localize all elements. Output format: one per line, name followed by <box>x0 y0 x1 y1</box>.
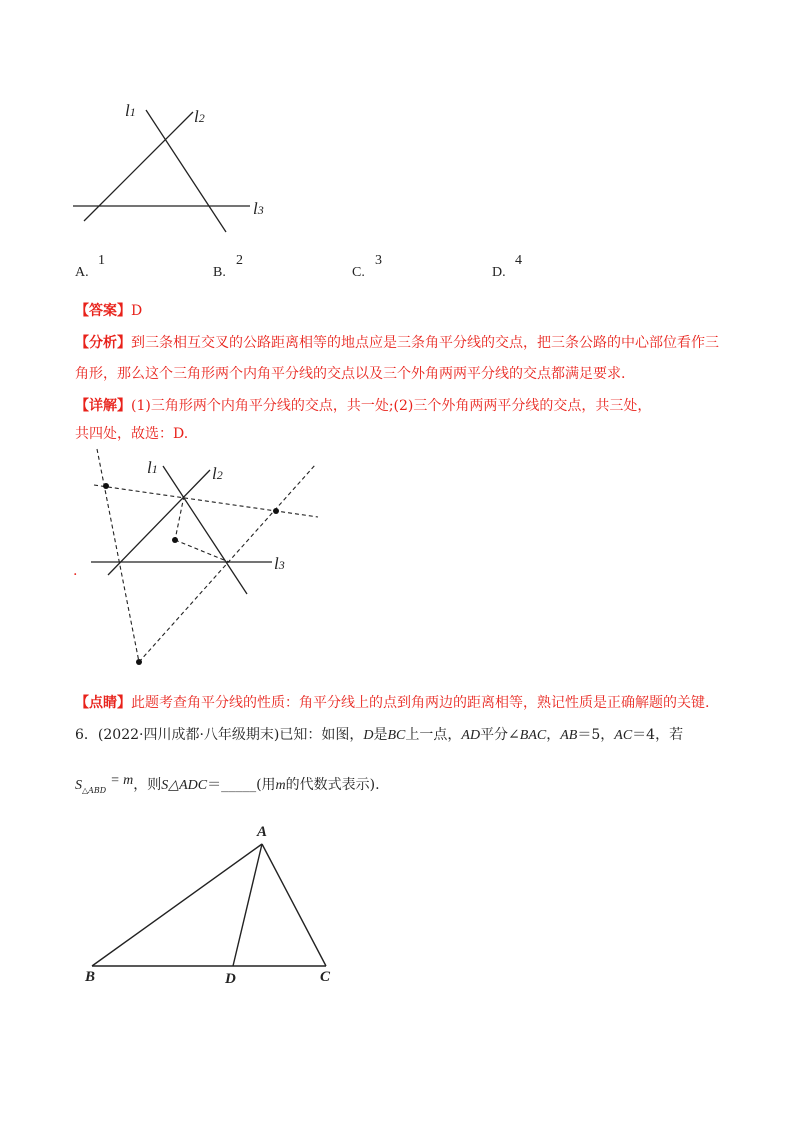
vertex-c-label: C <box>320 969 331 985</box>
analysis-tag: 【分析】 <box>75 335 131 351</box>
label-l1: l1 <box>147 458 158 477</box>
option-b-value: 2 <box>236 253 243 268</box>
option-d-value: 4 <box>515 253 522 268</box>
analysis-line1: 【分析】到三条相互交叉的公路距离相等的地点应是三条角平分线的交点，把三条公路的中心部位看作三 <box>75 335 719 351</box>
analysis-line2: 角形，那么这个三角形两个内角平分线的交点以及三个外角两两平分线的交点都满足要求. <box>75 366 626 382</box>
label-l3: l3 <box>253 199 264 218</box>
detail-tag: 【详解】 <box>75 398 131 414</box>
vertex-b-label: B <box>85 969 96 985</box>
option-a-value: 1 <box>98 253 105 268</box>
option-c-value: 3 <box>375 253 382 268</box>
option-b: B. <box>213 265 226 280</box>
detail-line2: 共四处，故选：D. <box>75 426 189 442</box>
comment-tag: 【点睛】 <box>75 695 131 711</box>
option-c: C. <box>352 265 365 280</box>
side-ac <box>262 844 326 966</box>
side-ab <box>92 844 262 966</box>
vertex-a-label: A <box>257 824 268 840</box>
option-d: D. <box>492 265 506 280</box>
answer-tag: 【答案】 <box>75 303 131 319</box>
option-a: A. <box>75 265 89 280</box>
stray-dot: . <box>73 563 78 579</box>
point-d-label: D <box>225 971 236 987</box>
answer-value: D <box>131 303 143 319</box>
label-l2: l2 <box>194 107 205 126</box>
comment-line: 【点睛】此题考查角平分线的性质：角平分线上的点到角两边的距离相等，熟记性质是正确解题的关键. <box>75 695 710 711</box>
label-l3: l3 <box>274 554 285 573</box>
area-symbol: S <box>75 778 82 793</box>
label-l2: l2 <box>212 464 223 483</box>
question6-line1: 6．(2022·四川成都·八年级期末)已知：如图，D是BC上一点，AD平分∠BAC，AB＝5，AC＝4，若 <box>75 727 684 743</box>
label-l1: l1 <box>125 101 136 120</box>
detail-line1: 【详解】(1)三角形两个内角平分线的交点，共一处;(2)三个外角两两平分线的交点，共三处， <box>75 398 652 414</box>
question-number: 6． <box>75 727 98 743</box>
question6-line2: $S_{\triangle ABD}= m$，则S△ADC＝_____(用m的代数式表示). <box>75 773 380 795</box>
